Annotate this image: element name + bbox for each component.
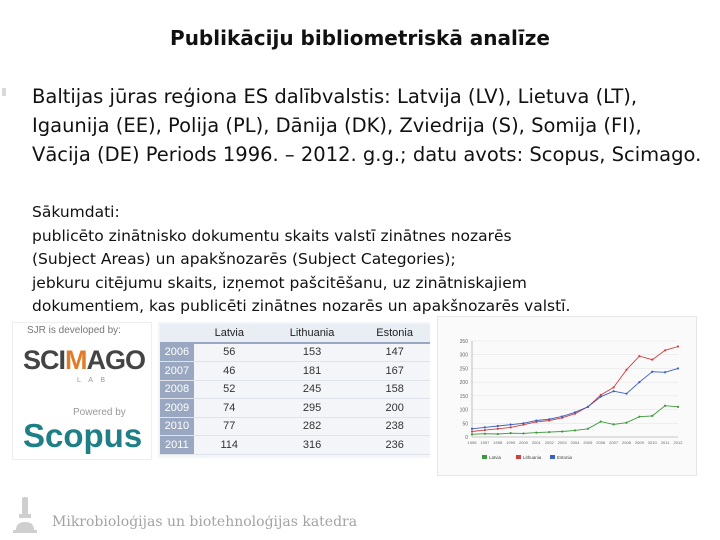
data-point xyxy=(574,429,576,431)
data-point xyxy=(651,359,653,361)
year-cell: 2009 xyxy=(160,399,194,418)
data-point xyxy=(522,432,524,434)
table-row xyxy=(160,436,430,455)
lithuania-cell: 245 xyxy=(265,380,359,399)
y-tick-label: 200 xyxy=(459,380,468,387)
data-point xyxy=(535,419,537,421)
sub-line: (Subject Areas) un apakšnozarēs (Subject Categories); xyxy=(32,250,456,268)
data-point xyxy=(651,415,653,417)
data-point xyxy=(600,421,602,423)
legend-label: Estonia xyxy=(557,455,573,460)
data-point xyxy=(561,430,563,432)
data-point xyxy=(664,349,666,351)
data-point xyxy=(587,428,589,430)
data-point xyxy=(664,405,666,407)
y-tick-label: 50 xyxy=(462,421,468,428)
table-row xyxy=(160,362,430,381)
data-point xyxy=(677,345,679,347)
scimago-lab-text: L A B xyxy=(77,377,109,384)
sub-line: dokumentiem, kas publicēti zinātnes nozarēs un apakšnozarēs valstī. xyxy=(32,297,571,315)
x-tick-label: 2004 xyxy=(570,440,580,445)
x-tick-label: 2009 xyxy=(634,440,644,445)
x-tick-label: 2012 xyxy=(673,440,683,445)
legend-label: Latvia xyxy=(489,455,502,460)
latvia-cell: 114 xyxy=(194,436,265,455)
x-tick-label: 2010 xyxy=(647,440,657,445)
legend-label: Lithuania xyxy=(523,455,542,460)
data-point xyxy=(651,371,653,373)
publications-chart-image xyxy=(437,316,697,476)
sjr-developed-text: SJR is developed by: xyxy=(27,325,121,336)
bullet-marker xyxy=(2,88,6,96)
lithuania-cell: 282 xyxy=(265,417,359,436)
estonia-cell: 167 xyxy=(359,362,430,381)
source-data-paragraph xyxy=(32,201,712,319)
table-header-cell: Latvia xyxy=(194,324,265,343)
data-point xyxy=(548,431,550,433)
data-point xyxy=(484,433,486,435)
data-point xyxy=(522,422,524,424)
data-point xyxy=(613,390,615,392)
data-point xyxy=(484,426,486,428)
y-tick-label: 150 xyxy=(459,393,468,400)
table-header-cell xyxy=(160,324,194,343)
scimago-logo: SCIMAGO xyxy=(23,345,146,375)
data-point xyxy=(510,426,512,428)
logos-image xyxy=(12,322,152,460)
lithuania-cell: 153 xyxy=(265,343,359,362)
x-tick-label: 2001 xyxy=(531,440,541,445)
x-tick-label: 2000 xyxy=(519,440,528,445)
publications-table-image xyxy=(158,322,430,458)
table-header-cell: Estonia xyxy=(359,324,430,343)
data-point xyxy=(613,386,615,388)
data-point xyxy=(510,424,512,426)
estonia-cell: 158 xyxy=(359,380,430,399)
y-tick-label: 0 xyxy=(465,435,468,441)
x-tick-label: 1996 xyxy=(467,440,477,445)
data-point xyxy=(471,430,473,432)
x-tick-label: 2008 xyxy=(622,440,631,445)
latvia-cell: 77 xyxy=(194,417,265,436)
data-point xyxy=(638,355,640,357)
data-point xyxy=(664,371,666,373)
year-cell: 2006 xyxy=(160,343,194,362)
table-row xyxy=(160,417,430,436)
table-header-cell: Lithuania xyxy=(265,324,359,343)
data-point xyxy=(677,367,679,369)
data-point xyxy=(638,416,640,418)
sub-line: publicēto zinātnisko dokumentu skaits valstī zinātnes nozarēs xyxy=(32,226,512,245)
estonia-cell: 147 xyxy=(359,343,430,362)
data-point xyxy=(587,406,589,408)
data-point xyxy=(497,428,499,430)
y-tick-label: 300 xyxy=(459,352,468,359)
series-line-lithuania xyxy=(472,347,678,432)
legend-swatch xyxy=(550,455,555,459)
x-tick-label: 2006 xyxy=(596,440,606,445)
data-point xyxy=(497,425,499,427)
data-point xyxy=(535,432,537,434)
lithuania-cell: 181 xyxy=(265,362,359,381)
data-point xyxy=(625,369,627,371)
year-cell: 2007 xyxy=(160,362,194,381)
data-point xyxy=(510,432,512,434)
data-point xyxy=(625,422,627,424)
scopus-logo: Scopus xyxy=(23,417,143,454)
data-point xyxy=(548,418,550,420)
data-point xyxy=(613,423,615,425)
footer-department: Mikrobioloģijas un biotehnoloģijas katedra xyxy=(52,514,358,530)
lithuania-cell: 295 xyxy=(265,399,359,418)
microscope-icon xyxy=(10,494,40,534)
data-point xyxy=(574,411,576,413)
x-tick-label: 2002 xyxy=(544,440,554,445)
table-row xyxy=(160,399,430,418)
sub-line: Sākumdati: xyxy=(32,203,120,221)
series-line-estonia xyxy=(472,368,678,428)
year-cell: 2008 xyxy=(160,380,194,399)
y-tick-label: 350 xyxy=(459,339,468,345)
latvia-cell: 46 xyxy=(194,362,265,381)
slide-title: Publikāciju bibliometriskā analīze xyxy=(170,26,550,50)
estonia-cell: 238 xyxy=(359,417,430,436)
table-header-row xyxy=(160,324,430,343)
year-cell: 2010 xyxy=(160,417,194,436)
lithuania-cell: 316 xyxy=(265,436,359,455)
latvia-cell: 52 xyxy=(194,380,265,399)
x-tick-label: 2007 xyxy=(609,440,619,445)
data-point xyxy=(497,433,499,435)
table-row xyxy=(160,380,430,399)
data-point xyxy=(471,433,473,435)
y-tick-label: 100 xyxy=(459,407,468,414)
publications-table xyxy=(160,324,430,455)
data-point xyxy=(484,429,486,431)
x-tick-label: 1997 xyxy=(480,440,490,445)
x-tick-label: 2003 xyxy=(557,440,567,445)
legend-swatch xyxy=(516,455,521,459)
estonia-cell: 236 xyxy=(359,436,430,455)
data-point xyxy=(561,415,563,417)
x-tick-label: 2005 xyxy=(583,440,593,445)
main-paragraph: Baltijas jūras reģiona ES dalībvalstis: Latvija (LV), Lietuva (LT), Igaunija (EE), Polija (PL), Dānija (DK), Zviedrija (S), Somija (FI), Vācija (DE) Periods 1996. – 2012. g.g.; datu avots: Scopus, Scimago. xyxy=(32,85,702,166)
sub-line: jebkuru citējumu skaits, izņemot pašcitēšanu, uz zinātniskajiem xyxy=(32,273,527,292)
data-point xyxy=(677,406,679,408)
powered-by-text: Powered by xyxy=(73,407,126,418)
data-point xyxy=(625,393,627,395)
year-cell: 2011 xyxy=(160,436,194,455)
latvia-cell: 56 xyxy=(194,343,265,362)
x-tick-label: 1998 xyxy=(493,440,503,445)
line-chart xyxy=(438,317,696,475)
estonia-cell: 200 xyxy=(359,399,430,418)
data-point xyxy=(600,396,602,398)
y-tick-label: 250 xyxy=(459,366,468,373)
data-point xyxy=(638,381,640,383)
legend-swatch xyxy=(482,455,487,459)
x-tick-label: 2011 xyxy=(660,440,670,445)
data-point xyxy=(471,428,473,430)
table-row xyxy=(160,343,430,362)
latvia-cell: 74 xyxy=(194,399,265,418)
x-tick-label: 1999 xyxy=(506,440,516,445)
